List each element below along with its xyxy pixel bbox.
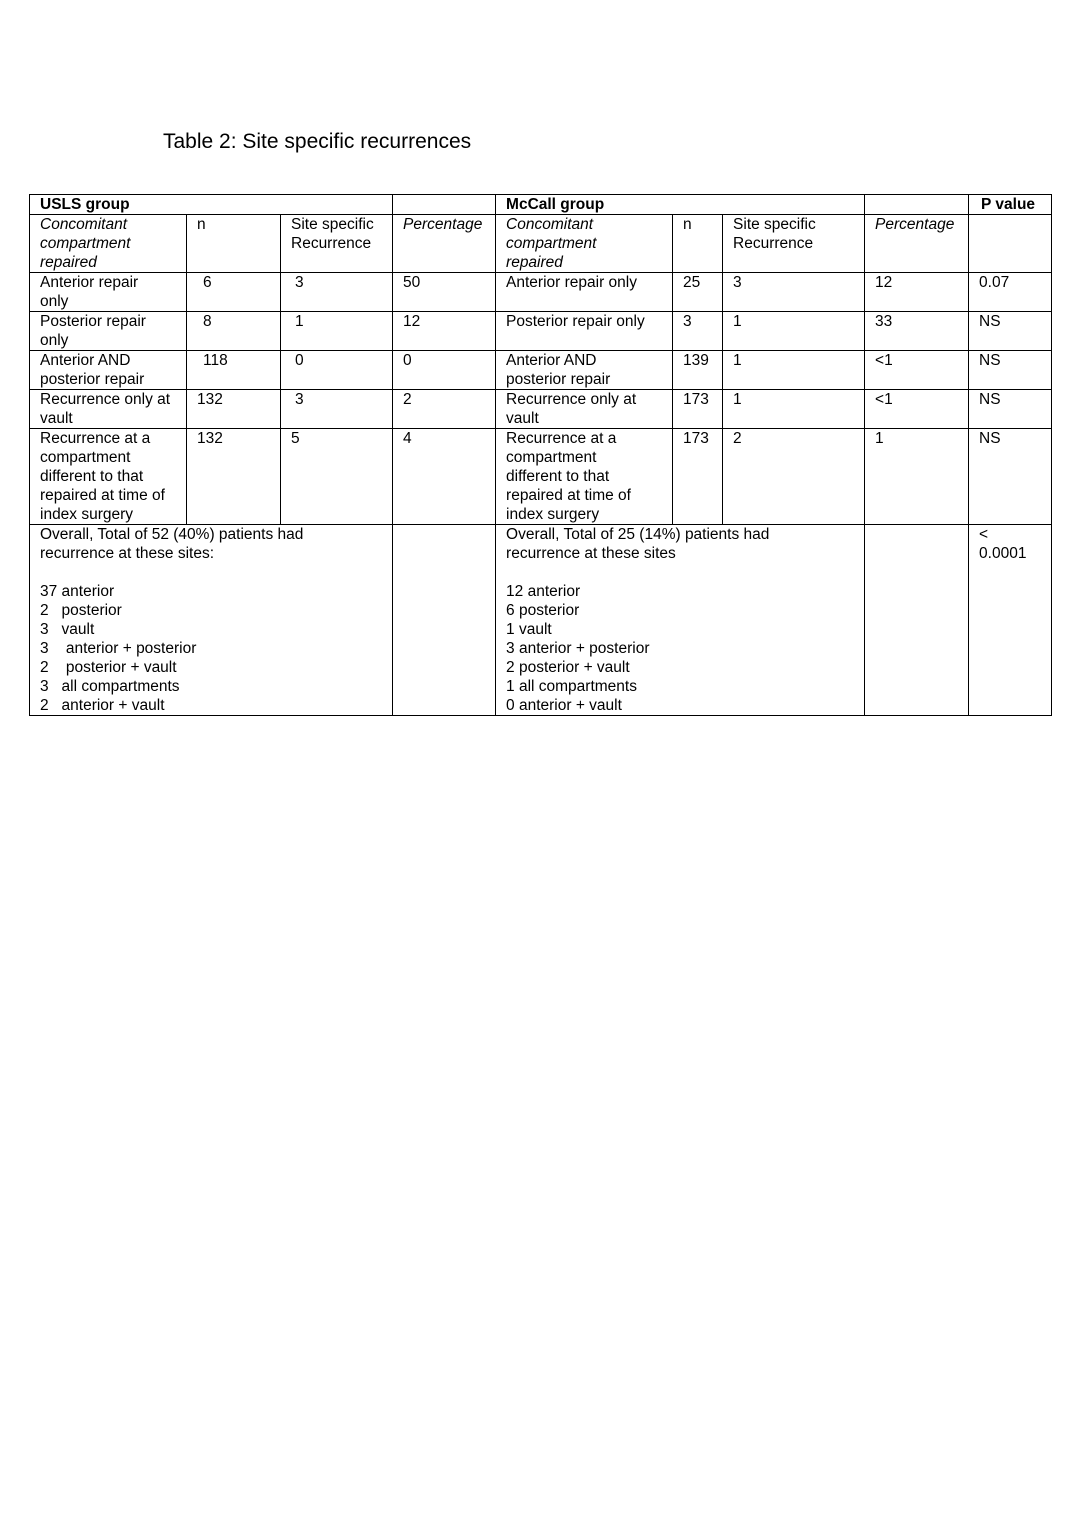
empty-header-cell [393,195,496,215]
usls-n-header: n [187,215,281,273]
table-row [30,390,1052,429]
empty-overall-cell [865,525,969,716]
usls-n: 132 [187,390,281,429]
overall-p-value: < 0.0001 [969,525,1052,716]
usls-n: 118 [187,351,281,390]
empty-header-cell [865,195,969,215]
usls-recurrence: 1 [281,312,393,351]
mccall-label: Recurrence at a compartment different to that repaired at time of index surgery [496,429,673,525]
list-item: 3 anterior + posterior [506,640,650,657]
mccall-percentage: 1 [865,429,969,525]
usls-label: Recurrence only at vault [30,390,187,429]
usls-recurrence-header: Site specific Recurrence [281,215,393,273]
list-item: 2 posterior + vault [506,659,630,676]
usls-percentage-header: Percentage [393,215,496,273]
usls-label: Anterior AND posterior repair [30,351,187,390]
list-item: 1 vault [506,621,552,638]
list-item: 1 all compartments [506,678,637,695]
mccall-n: 25 [673,273,723,312]
list-item: 3 vault [40,621,95,638]
mccall-label: Recurrence only at vault [496,390,673,429]
usls-recurrence: 3 [281,390,393,429]
table-row [30,351,1052,390]
group-header-row [30,195,1052,215]
usls-label: Anterior repair only [30,273,187,312]
usls-recurrence: 0 [281,351,393,390]
list-item: 0 anterior + vault [506,697,622,714]
list-item: 3 anterior + posterior [40,640,197,657]
usls-n: 132 [187,429,281,525]
usls-overall-summary: Overall, Total of 52 (40%) patients had recurrence at these sites: 37 anterior 2 posterior 3 vault 3 anterior + posterior 2 posterior + vault 3 all compartments 2 anterior + vault [30,525,393,716]
usls-percentage: 0 [393,351,496,390]
mccall-percentage-header: Percentage [865,215,969,273]
usls-compartment-header: Concomitant compartment repaired [30,215,187,273]
mccall-recurrence: 1 [723,312,865,351]
mccall-percentage: 12 [865,273,969,312]
usls-recurrence: 5 [281,429,393,525]
mccall-recurrence: 3 [723,273,865,312]
usls-label: Recurrence at a compartment different to that repaired at time of index surgery [30,429,187,525]
mccall-label: Anterior AND posterior repair [496,351,673,390]
list-item: 12 anterior [506,583,581,600]
mccall-recurrence: 2 [723,429,865,525]
column-header-row [30,215,1052,273]
mccall-percentage: 33 [865,312,969,351]
table-title: Table 2: Site specific recurrences [163,130,472,153]
overall-row [30,525,1052,716]
mccall-overall-summary: Overall, Total of 25 (14%) patients had recurrence at these sites 12 anterior 6 posterior 1 vault 3 anterior + posterior 2 posterior + vault 1 all compartments 0 anterior + vault [496,525,865,716]
table-row [30,312,1052,351]
table-row [30,273,1052,312]
list-item: 3 all compartments [40,678,180,695]
table-row [30,429,1052,525]
mccall-n: 139 [673,351,723,390]
mccall-n: 3 [673,312,723,351]
empty-p-cell [969,215,1052,273]
mccall-label: Posterior repair only [496,312,673,351]
mccall-n: 173 [673,429,723,525]
usls-n: 6 [187,273,281,312]
mccall-n-header: n [673,215,723,273]
p-value: 0.07 [969,273,1052,312]
list-item: 2 anterior + vault [40,697,165,714]
list-item: 37 anterior [40,583,115,600]
mccall-n: 173 [673,390,723,429]
list-item: 2 posterior + vault [40,659,177,676]
usls-label: Posterior repair only [30,312,187,351]
usls-percentage: 4 [393,429,496,525]
p-value: NS [969,351,1052,390]
list-item: 2 posterior [40,602,122,619]
mccall-recurrence: 1 [723,390,865,429]
usls-n: 8 [187,312,281,351]
usls-percentage: 12 [393,312,496,351]
mccall-compartment-header: Concomitant compartment repaired [496,215,673,273]
p-value: NS [969,429,1052,525]
mccall-percentage: <1 [865,390,969,429]
site-specific-recurrence-table [29,194,1052,716]
mccall-percentage: <1 [865,351,969,390]
p-value: NS [969,390,1052,429]
p-value-header: P value [969,195,1052,215]
p-value: NS [969,312,1052,351]
mccall-recurrence: 1 [723,351,865,390]
mccall-recurrence-header: Site specific Recurrence [723,215,865,273]
empty-overall-cell [393,525,496,716]
mccall-group-header: McCall group [496,195,865,215]
usls-recurrence: 3 [281,273,393,312]
mccall-label: Anterior repair only [496,273,673,312]
usls-group-header: USLS group [30,195,393,215]
usls-percentage: 50 [393,273,496,312]
usls-percentage: 2 [393,390,496,429]
list-item: 6 posterior [506,602,580,619]
